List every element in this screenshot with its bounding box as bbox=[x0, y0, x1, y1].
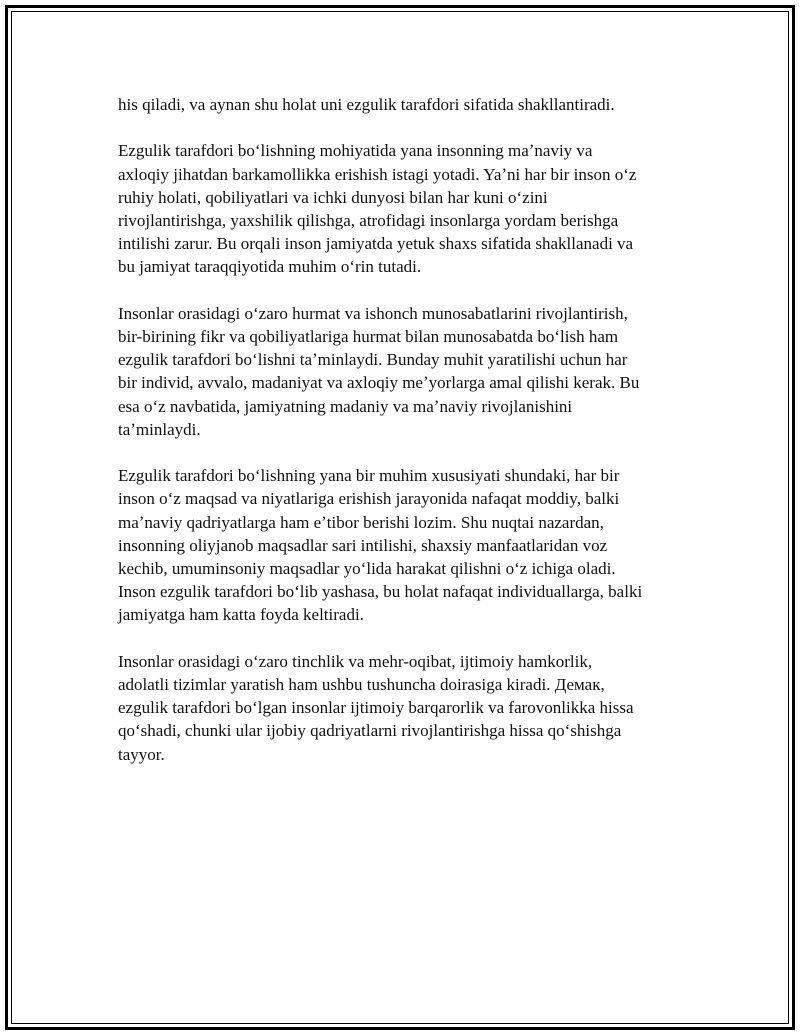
paragraph-2: Ezgulik tarafdori boʻlishning mohiyatida yana insonning maʼnaviy va axloqiy jihatdan barkamollikka erishish istagi yotadi. Yaʼni har bir inson oʻz ruhiy holati, qobiliyatlari va ichki dunyosi bilan har kuni oʻzini rivojlantirishga, yaxshilik qilishga, atrofidagi insonlarga yordam berishga intilishi zarur. Bu orqali inson jamiyatda yetuk shaxs sifatida shakllanadi va bu jamiyat taraqqiyotida muhim oʻrin tutadi. bbox=[118, 141, 637, 277]
paragraph-4: Ezgulik tarafdori boʻlishning yana bir muhim xususiyati shundaki, har bir inson oʻz maqsad va niyatlariga erishish jarayonida nafaqat moddiy, balki maʼnaviy qadriyatlarga ham eʼtibor berishi lozim. Shu nuqtai nazardan, insonning oliyjanob maqsadlar sari intilishi, shaxsiy manfaatlaridan voz kechib, umuminsoniy maqsadlar yoʻlida harakat qilishni oʻz ichiga oladi. Inson ezgulik tarafdori boʻlib yashasa, bu holat nafaqat individuallarga, balki jamiyatga ham katta foyda keltiradi. bbox=[118, 466, 643, 625]
paragraph-1: his qiladi, va aynan shu holat uni ezgulik tarafdori sifatida shakllantiradi. bbox=[118, 95, 615, 114]
paragraph-3: Insonlar orasidagi oʻzaro hurmat va ishonch munosabatlarini rivojlantirish, bir-birining fikr va qobiliyatlariga hurmat bilan munosabatda boʻlish ham ezgulik tarafdori boʻlishni taʼminlaydi. Bunday muhit yaratilishi uchun har bir individ, avvalo, madaniyat va axloqiy meʼyorlarga amal qilishi kerak. Bu esa oʻz navbatida, jamiyatning madaniy va maʼnaviy rivojlanishini taʼminlaydi. bbox=[118, 303, 640, 439]
document-body bbox=[118, 93, 698, 789]
paragraph-5: Insonlar orasidagi oʻzaro tinchlik va mehr-oqibat, ijtimoiy hamkorlik, adolatli tizimlar yaratish ham ushbu tushuncha doirasiga kiradi. Демак, ezgulik tarafdori boʻlgan insonlar ijtimoiy barqarorlik va farovonlikka hissa qoʻshadi, chunki ular ijobiy qadriyatlarni rivojlantirishga hissa qoʻshishga tayyor. bbox=[118, 651, 634, 764]
